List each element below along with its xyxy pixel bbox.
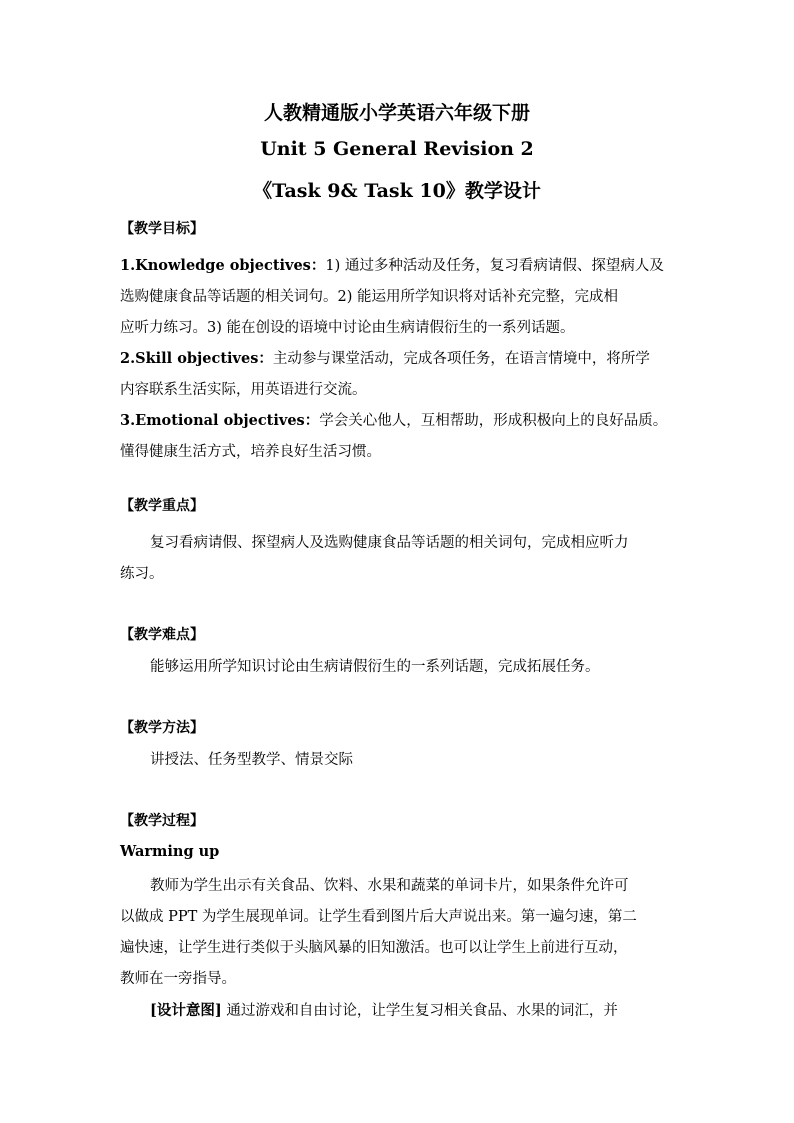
section-heading-difficulties: 【教学难点】 (120, 627, 204, 643)
objective-emotional-line2: 懂得健康生活方式，培养良好生活习惯。 (120, 444, 381, 460)
objective-knowledge-line3: 应听力练习。3) 能在创设的语境中讨论由生病请假衍生的一系列话题。 (120, 320, 575, 336)
section-heading-methods: 【教学方法】 (120, 720, 204, 736)
key-points-text-line2: 练习。 (120, 566, 164, 582)
difficulties-text: 能够运用所学知识讨论由生病请假衍生的一系列话题，完成拓展任务。 (150, 659, 600, 675)
document-unit-title: Unit 5 General Revision 2 (260, 138, 534, 160)
document-title: 人教精通版小学英语六年级下册 (263, 102, 530, 124)
process-paragraph-line4: 教师在一旁指导。 (120, 971, 236, 987)
process-paragraph-line1: 教师为学生出示有关食品、饮料、水果和蔬菜的单词卡片，如果条件允许可 (150, 878, 629, 894)
objective-skill-line2: 内容联系生活实际，用英语进行交流。 (120, 382, 367, 398)
objective-skill (120, 347, 650, 368)
methods-text: 讲授法、任务型教学、情景交际 (150, 752, 353, 768)
objective-skill-label: 2.Skill objectives： (120, 350, 273, 367)
objective-emotional-text: 学会关心他人，互相帮助，形成积极向上的良好品质。 (319, 413, 668, 429)
process-design-intent (150, 999, 618, 1020)
objective-knowledge (120, 254, 664, 275)
objective-knowledge-line2: 选购健康食品等话题的相关词句。2) 能运用所学知识将对话补充完整，完成相 (120, 289, 618, 305)
objective-emotional (120, 409, 667, 430)
document-task-title: 《Task 9& Task 10》教学设计 (253, 180, 541, 202)
process-paragraph-line2: 以做成 PPT 为学生展现单词。让学生看到图片后大声说出来。第一遍匀速，第二 (120, 909, 637, 925)
objective-skill-text: 主动参与课堂活动，完成各项任务，在语言情境中，将所学 (272, 351, 650, 367)
design-intent-label: [设计意图] (150, 1002, 222, 1019)
section-heading-objectives: 【教学目标】 (120, 221, 204, 237)
process-paragraph-line3: 遍快速，让学生进行类似于头脑风暴的旧知激活。也可以让学生上前进行互动， (120, 940, 628, 956)
section-heading-process: 【教学过程】 (120, 813, 204, 829)
objective-knowledge-label: 1.Knowledge objectives： (120, 257, 326, 274)
design-intent-text: 通过游戏和自由讨论，让学生复习相关食品、水果的词汇，并 (221, 1003, 618, 1019)
objective-emotional-label: 3.Emotional objectives： (120, 412, 320, 429)
process-warming-up: Warming up (120, 843, 220, 860)
key-points-text: 复习看病请假、探望病人及选购健康食品等话题的相关词句，完成相应听力 (150, 535, 629, 551)
objective-knowledge-text: 1) 通过多种活动及任务，复习看病请假、探望病人及 (325, 258, 664, 274)
section-heading-key-points: 【教学重点】 (120, 498, 204, 514)
